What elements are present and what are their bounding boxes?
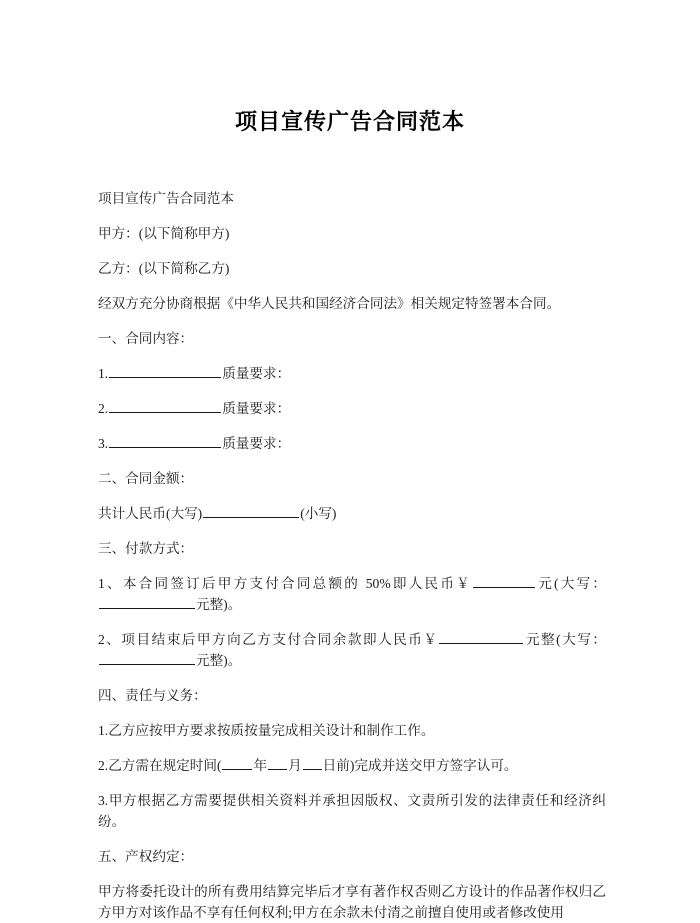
payment-term-1-words-blank (99, 596, 195, 610)
payment-term-2 (98, 629, 606, 671)
property-clause: 甲方将委托设计的所有费用结算完毕后才享有著作权否则乙方设计的作品著作权归乙方甲方对该作品不享有任何权利;甲方在余款未付清之前擅自使用或者修改使用 (98, 884, 606, 920)
duty-item-2-month-label: 月 (288, 758, 302, 773)
content-item-1-blank (109, 365, 221, 379)
payment-term-2-middle: 元整(大写： (524, 632, 607, 647)
duty-item-2-suffix: 日前)完成并送交甲方签字认可。 (322, 758, 518, 773)
payment-term-1 (98, 573, 606, 615)
content-item-1-prefix: 1. (98, 366, 109, 381)
duty-item-1: 1.乙方应按甲方要求按质按量完成相关设计和制作工作。 (98, 723, 435, 738)
total-amount-blank (203, 505, 299, 519)
payment-term-2-amount-blank (439, 631, 523, 645)
content-item-3-blank (109, 435, 221, 449)
duty-item-2-month-blank (268, 757, 287, 771)
payment-term-1-middle: 元(大写： (535, 576, 606, 591)
section-2-heading: 二、合同金额： (98, 471, 194, 486)
document-body (98, 188, 606, 923)
paragraph-preamble: 经双方充分协商根据《中华人民共和国经济合同法》相关规定特签署本合同。 (98, 296, 561, 311)
payment-term-2-prefix: 2、项目结束后甲方向乙方支付合同余款即人民币￥ (98, 632, 439, 647)
duty-item-2-prefix: 2.乙方需在规定时间( (98, 758, 222, 773)
page-title: 项目宣传广告合同范本 (234, 109, 465, 134)
total-amount-line (98, 503, 606, 524)
content-item-2-suffix: 质量要求： (222, 401, 291, 416)
content-item-3-prefix: 3. (98, 436, 109, 451)
content-item-2-blank (109, 400, 221, 414)
payment-term-2-words-blank (99, 652, 195, 666)
section-4-heading: 四、责任与义务： (98, 688, 207, 703)
payment-term-1-prefix: 1、本合同签订后甲方支付合同总额的 50%即人民币￥ (98, 576, 472, 591)
duty-item-3: 3.甲方根据乙方需要提供相关资料并承担因版权、文责所引发的法律责任和经济纠纷。 (98, 793, 606, 829)
duty-item-2-year-label: 年 (253, 758, 268, 773)
total-amount-prefix: 共计人民币(大写) (98, 506, 203, 521)
content-item-3 (98, 433, 606, 454)
content-item-1 (98, 363, 606, 384)
section-1-heading: 一、合同内容： (98, 331, 194, 346)
payment-term-1-amount-blank (473, 575, 535, 589)
section-3-heading: 三、付款方式： (98, 541, 194, 556)
duty-item-2-year-blank (222, 757, 252, 771)
duty-item-2 (98, 755, 606, 776)
paragraph-party-a: 甲方：(以下简称甲方) (98, 226, 230, 241)
total-amount-suffix: (小写) (300, 506, 337, 521)
paragraph-party-b: 乙方：(以下简称乙方) (98, 261, 230, 276)
payment-term-1-suffix: 元整)。 (196, 597, 242, 612)
payment-term-2-suffix: 元整)。 (196, 653, 242, 668)
content-item-1-suffix: 质量要求： (222, 366, 291, 381)
content-item-3-suffix: 质量要求： (222, 436, 291, 451)
content-item-2-prefix: 2. (98, 401, 109, 416)
paragraph-heading-repeat: 项目宣传广告合同范本 (98, 191, 234, 206)
duty-item-2-day-blank (303, 757, 322, 771)
section-5-heading: 五、产权约定： (98, 849, 194, 864)
content-item-2 (98, 398, 606, 419)
